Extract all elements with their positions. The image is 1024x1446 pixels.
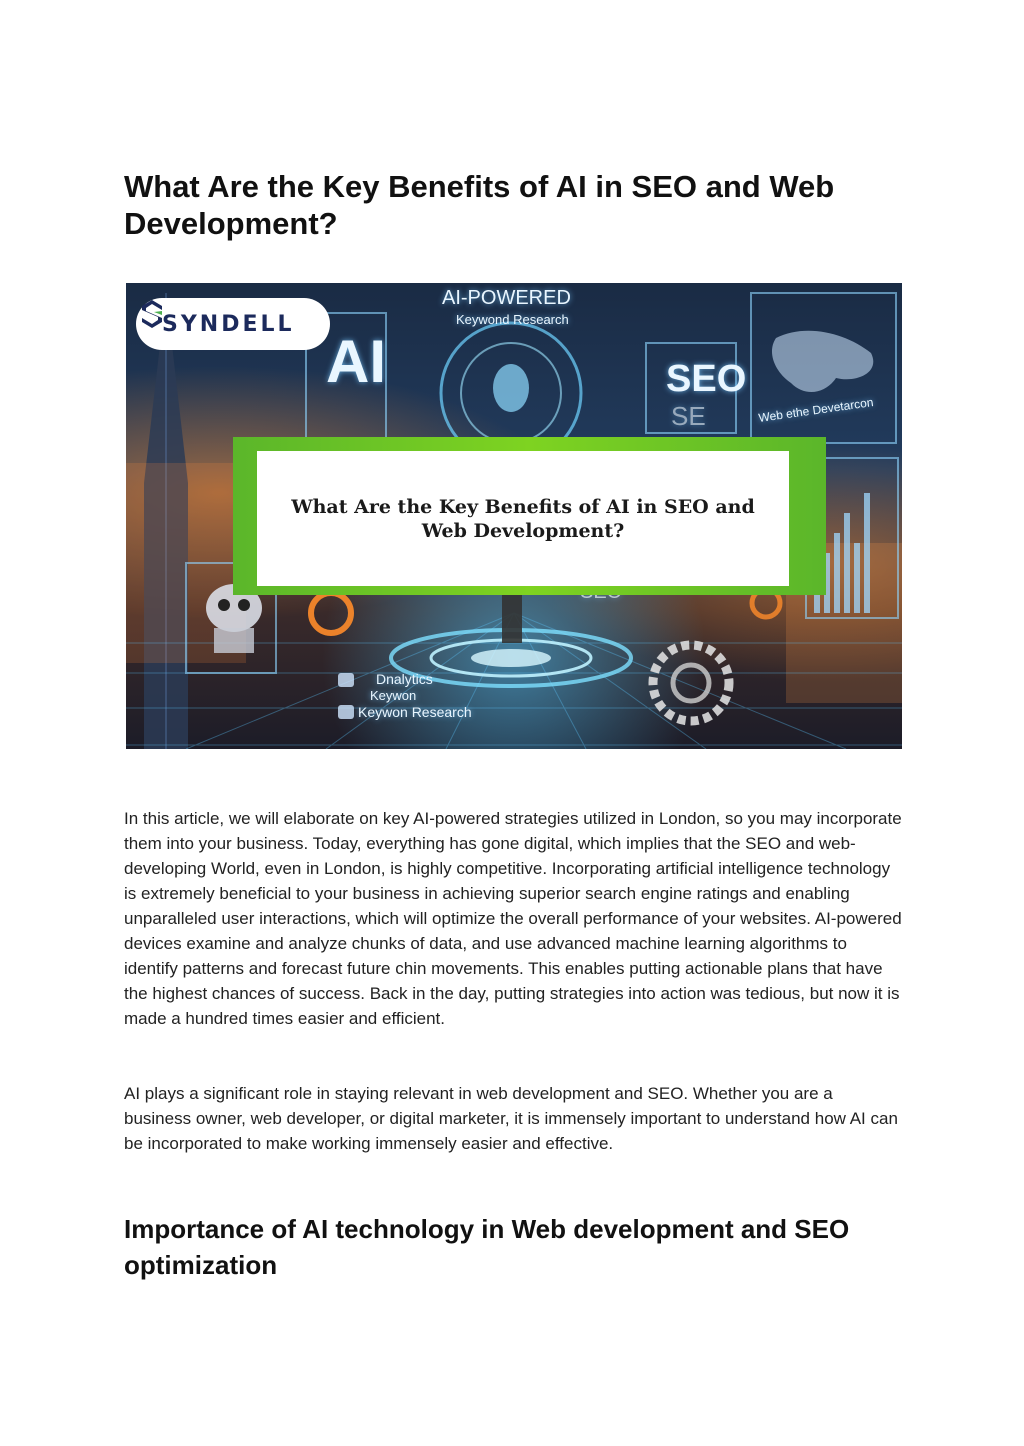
hero-card-title: What Are the Key Benefits of AI in SEO and Web Development? <box>291 495 755 542</box>
keyword-research-label: Keywond Research <box>456 312 569 327</box>
keywon-research-label: Keywon Research <box>358 704 472 720</box>
section-heading: Importance of AI technology in Web development and SEO optimization <box>124 1214 850 1280</box>
second-paragraph: AI plays a significant role in staying relevant in web development and SEO. Whether you are a business owner, web developer, or digital marketer, it is immensely important to understand how AI can be incorporated to make working immensely easier and effective. <box>124 1084 898 1153</box>
web-dev-label: Web ethe Devetarcon <box>757 395 875 425</box>
ai-label: AI <box>326 328 386 395</box>
page-title: What Are the Key Benefits of AI in SEO and Web Development? <box>124 169 835 241</box>
seo-faded-label: SE <box>671 401 706 431</box>
syndell-logo <box>136 298 330 350</box>
keywon-label: Keywon <box>370 688 417 703</box>
ai-powered-label: AI-POWERED <box>442 287 571 309</box>
hero-image <box>126 283 902 749</box>
hero-title-card <box>257 451 789 586</box>
intro-paragraph: In this article, we will elaborate on key AI-powered strategies utilized in London, so you may incorporate them into your business. Today, everything has gone digital, which implies that the SEO and web-developing World, even in London, is highly competitive. Incorporating artificial intelligence technology is extremely beneficial to your business in achieving superior search engine ratings and enabling unparalleled user interactions, which will optimize the overall performance of your websites. AI-powered devices examine and analyze chunks of data, and use advanced machine learning algorithms to identify patterns and forecast future chin movements. This enables putting actionable plans that have the highest chances of success. Back in the day, putting strategies into action was tedious, but now it is made a hundred times easier and efficient. <box>124 809 902 1028</box>
logo-text: SYNDELL <box>162 311 295 337</box>
analytics-label: Dnalytics <box>376 671 433 687</box>
syndell-s-logo-icon <box>136 298 168 330</box>
seo-label: SEO <box>666 358 747 400</box>
